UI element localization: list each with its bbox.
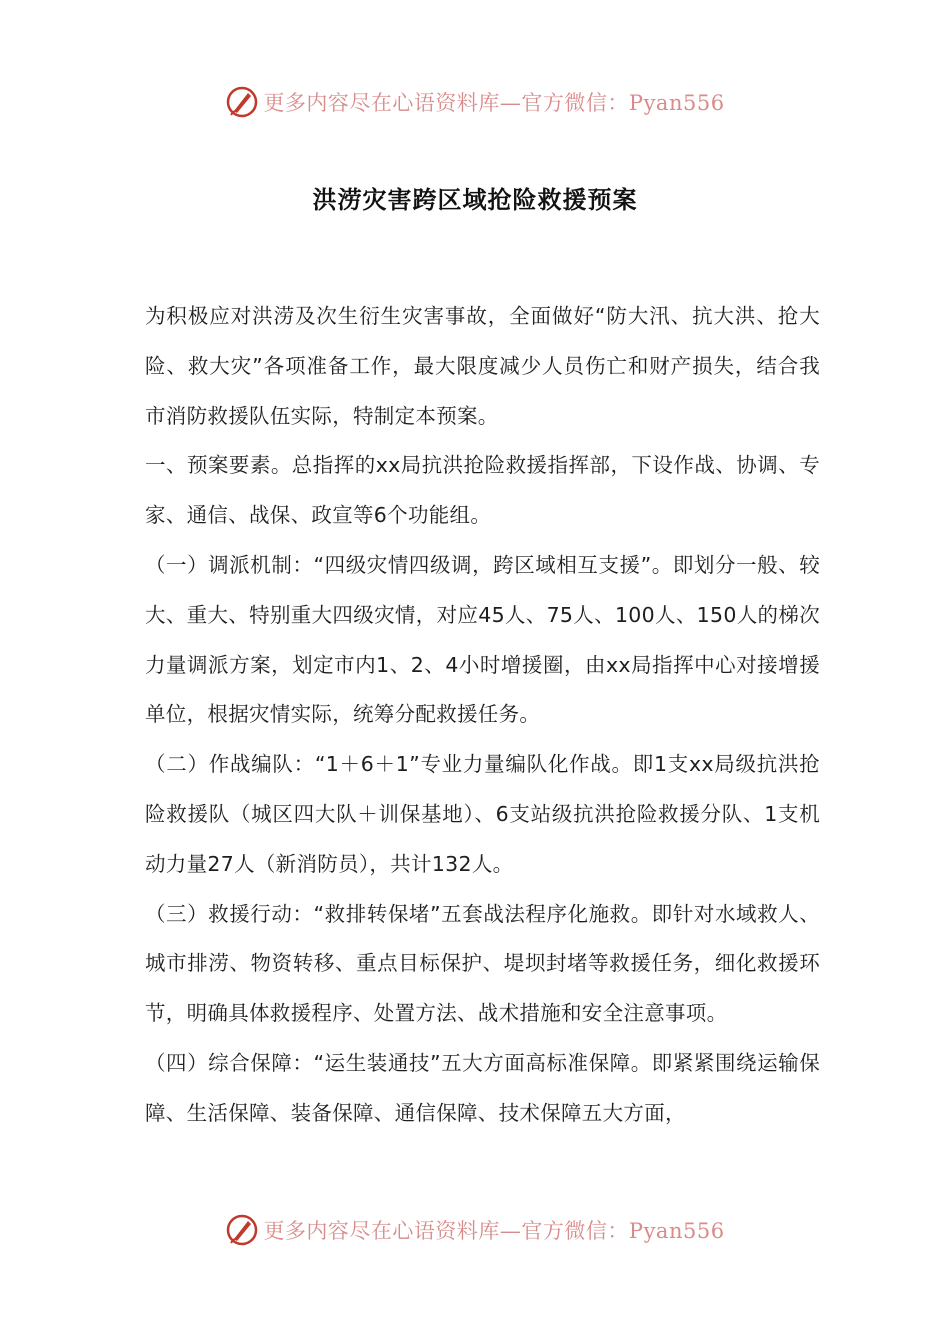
paragraph-combat-formation: （二）作战编队：“1＋6＋1”专业力量编队化作战。即1支xx局级抗洪抢险救援队（城区四大队＋训保基地）、6支站级抗洪抢险救援分队、1支机动力量27人（新消防员），共计132人。: [145, 752, 820, 876]
paragraph-dispatch-mechanism: （一）调派机制：“四级灾情四级调，跨区域相互支援”。即划分一般、较大、重大、特别重大四级灾情，对应45人、75人、100人、150人的梯次力量调派方案，划定市内1、2、4小时增援圈，由xx局指挥中心对接增援单位，根据灾情实际，统筹分配救援任务。: [145, 552, 820, 727]
paragraph-intro: 为积极应对洪涝及次生衍生灾害事故，全面做好“防大汛、抗大洪、抢大险、救大灾”各项准备工作，最大限度减少人员伤亡和财产损失，结合我市消防救援队伍实际，特制定本预案。: [145, 304, 820, 428]
quill-logo-icon: [225, 1213, 259, 1247]
watermark-text: 更多内容尽在心语资料库—官方微信：Pyan556: [263, 91, 725, 115]
footer-watermark-banner: [0, 1210, 950, 1250]
document-body: [145, 292, 820, 1139]
document-title: 洪涝灾害跨区域抢险救援预案: [312, 185, 638, 214]
quill-logo-icon: [225, 85, 259, 119]
header-watermark-banner: [0, 82, 950, 122]
watermark-text: 更多内容尽在心语资料库—官方微信：Pyan556: [263, 1219, 725, 1243]
paragraph-rescue-action: （三）救援行动：“救排转保堵”五套战法程序化施救。即针对水域救人、城市排涝、物资转移、重点目标保护、堤坝封堵等救援任务，细化救援环节，明确具体救援程序、处置方法、战术措施和安全注意事项。: [145, 901, 820, 1026]
paragraph-section-1: 一、预案要素。总指挥的xx局抗洪抢险救援指挥部，下设作战、协调、专家、通信、战保、政宣等6个功能组。: [145, 453, 820, 528]
paragraph-support: （四）综合保障：“运生装通技”五大方面高标准保障。即紧紧围绕运输保障、生活保障、装备保障、通信保障、技术保障五大方面，: [145, 1050, 820, 1125]
